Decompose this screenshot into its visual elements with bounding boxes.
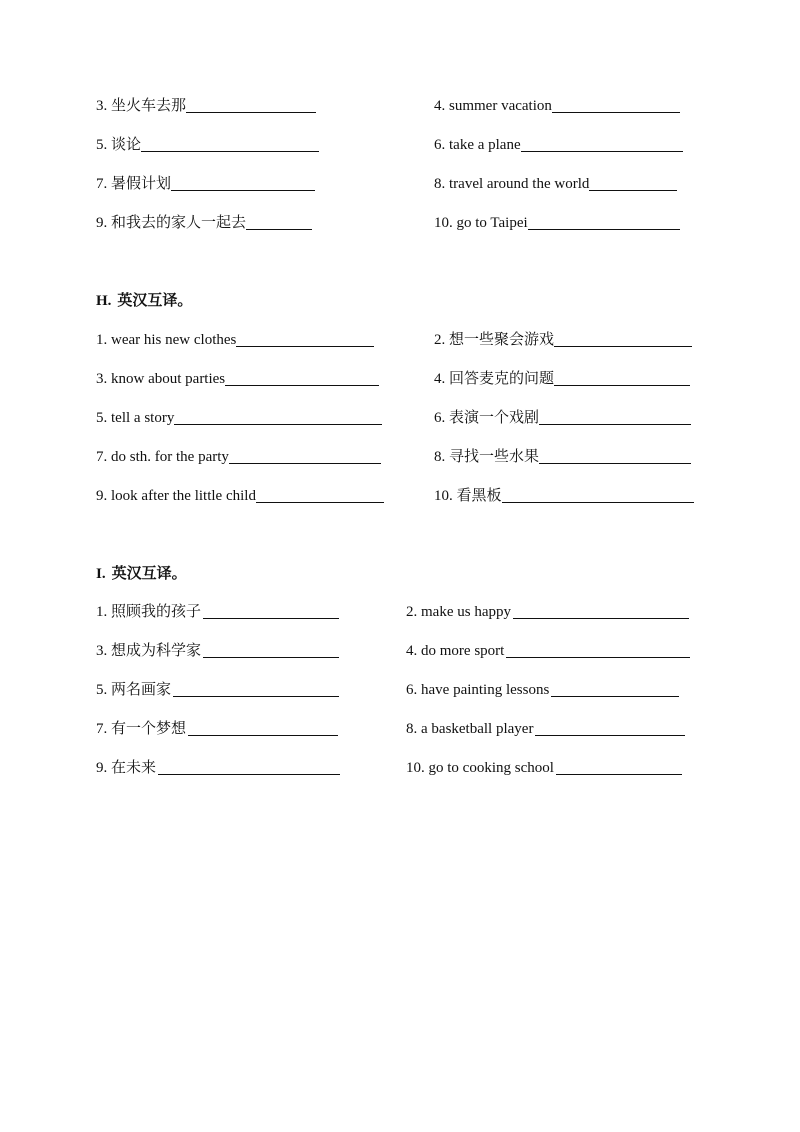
section-heading <box>96 292 192 310</box>
answer-blank[interactable] <box>203 643 339 658</box>
answer-blank[interactable] <box>554 332 692 347</box>
exercise-item <box>96 487 384 505</box>
item-text: 9. 和我去的家人一起去 <box>96 215 247 231</box>
item-text: 7. do sth. for the party <box>96 449 229 465</box>
item-text: 6. take a plane <box>434 137 521 153</box>
answer-blank[interactable] <box>186 98 316 113</box>
exercise-item <box>96 642 339 660</box>
item-text: 3. 坐火车去那 <box>96 98 187 114</box>
exercise-item <box>434 97 680 115</box>
answer-blank[interactable] <box>528 215 680 230</box>
exercise-item <box>96 331 374 349</box>
exercise-item <box>406 603 689 621</box>
item-text: 4. summer vacation <box>434 98 552 114</box>
answer-blank[interactable] <box>521 137 683 152</box>
answer-blank[interactable] <box>256 488 384 503</box>
item-text: 10. go to cooking school <box>406 760 554 776</box>
item-text: 9. 在未来 <box>96 760 157 776</box>
exercise-item <box>96 681 339 699</box>
answer-blank[interactable] <box>229 449 381 464</box>
section-letter: H. <box>96 293 112 309</box>
item-text: 5. 两名画家 <box>96 682 172 698</box>
answer-blank[interactable] <box>552 98 680 113</box>
exercise-item <box>406 720 685 738</box>
exercise-item <box>96 448 381 466</box>
answer-blank[interactable] <box>174 410 382 425</box>
answer-blank[interactable] <box>539 410 691 425</box>
answer-blank[interactable] <box>554 371 690 386</box>
exercise-item <box>96 214 312 232</box>
exercise-item <box>434 136 683 154</box>
answer-blank[interactable] <box>551 682 679 697</box>
answer-blank[interactable] <box>171 176 315 191</box>
answer-blank[interactable] <box>589 176 677 191</box>
item-text: 9. look after the little child <box>96 488 256 504</box>
answer-blank[interactable] <box>225 371 379 386</box>
exercise-item <box>434 409 691 427</box>
item-text: 7. 暑假计划 <box>96 176 172 192</box>
exercise-item <box>434 448 691 466</box>
exercise-item <box>434 487 694 505</box>
exercise-item <box>406 681 679 699</box>
answer-blank[interactable] <box>246 215 312 230</box>
answer-blank[interactable] <box>158 760 340 775</box>
answer-blank[interactable] <box>502 488 694 503</box>
item-text: 10. 看黑板 <box>434 488 502 504</box>
exercise-item <box>96 136 319 154</box>
section-letter: I. <box>96 566 106 582</box>
answer-blank[interactable] <box>236 332 374 347</box>
answer-blank[interactable] <box>535 721 685 736</box>
item-text: 5. tell a story <box>96 410 175 426</box>
answer-blank[interactable] <box>173 682 339 697</box>
section-title: 英汉互译。 <box>117 293 193 309</box>
answer-blank[interactable] <box>188 721 338 736</box>
exercise-item <box>96 603 339 621</box>
item-text: 7. 有一个梦想 <box>96 721 187 737</box>
item-text: 1. wear his new clothes <box>96 332 237 348</box>
item-text: 2. 想一些聚会游戏 <box>434 332 555 348</box>
exercise-item <box>96 409 382 427</box>
item-text: 1. 照顾我的孩子 <box>96 604 202 620</box>
section-heading <box>96 565 187 583</box>
exercise-item <box>96 370 379 388</box>
answer-blank[interactable] <box>203 604 339 619</box>
section-title: 英汉互译。 <box>111 566 187 582</box>
item-text: 8. a basketball player <box>406 721 534 737</box>
exercise-item <box>96 97 316 115</box>
item-text: 3. know about parties <box>96 371 226 387</box>
exercise-item <box>434 214 680 232</box>
item-text: 2. make us happy <box>406 604 511 620</box>
exercise-item <box>96 759 340 777</box>
item-text: 8. 寻找一些水果 <box>434 449 540 465</box>
item-text: 4. 回答麦克的问题 <box>434 371 555 387</box>
item-text: 4. do more sport <box>406 643 505 659</box>
item-text: 5. 谈论 <box>96 137 142 153</box>
item-text: 10. go to Taipei <box>434 215 528 231</box>
item-text: 3. 想成为科学家 <box>96 643 202 659</box>
answer-blank[interactable] <box>506 643 690 658</box>
exercise-item <box>96 175 315 193</box>
exercise-item <box>434 331 692 349</box>
exercise-item <box>406 759 682 777</box>
exercise-item <box>96 720 338 738</box>
answer-blank[interactable] <box>141 137 319 152</box>
exercise-item <box>434 175 677 193</box>
item-text: 8. travel around the world <box>434 176 590 192</box>
exercise-item <box>406 642 690 660</box>
item-text: 6. 表演一个戏剧 <box>434 410 540 426</box>
answer-blank[interactable] <box>513 604 689 619</box>
exercise-item <box>434 370 690 388</box>
answer-blank[interactable] <box>539 449 691 464</box>
answer-blank[interactable] <box>556 760 682 775</box>
item-text: 6. have painting lessons <box>406 682 550 698</box>
